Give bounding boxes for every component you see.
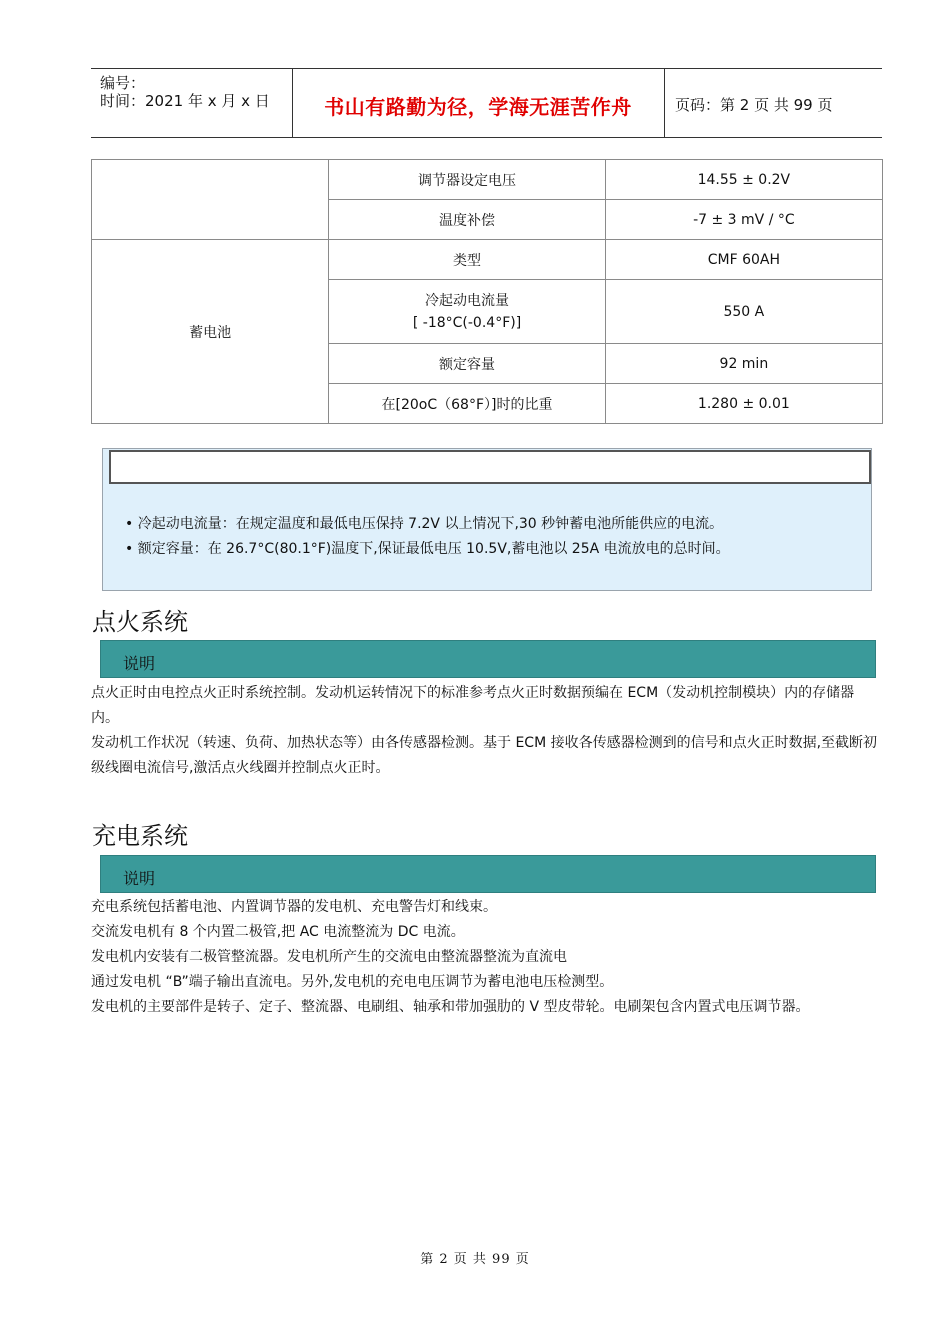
section-bar-label: 说明 <box>123 869 156 888</box>
header-motto-cell <box>292 69 665 137</box>
page-footer: 第 2 页 共 99 页 <box>420 1252 530 1267</box>
section-title-charging: 充电系统 <box>92 822 188 850</box>
note-list <box>125 512 730 562</box>
table-group-cell <box>92 160 329 240</box>
table-row <box>92 240 883 280</box>
spec-table <box>91 159 883 424</box>
table-value-cell: 550 A <box>605 280 882 344</box>
paragraph: 交流发电机有 8 个内置二极管,把 AC 电流整流为 DC 电流。 <box>91 924 465 940</box>
table-param-cell: 类型 <box>329 240 605 280</box>
param-line-1: 冷起动电流量 <box>425 292 510 309</box>
charging-description <box>91 895 881 1020</box>
note-item: • 额定容量：在 26.7°C(80.1°F)温度下,保证最低电压 10.5V,蓄电池以 25A 电流放电的总时间。 <box>125 541 730 557</box>
paragraph: 发动机工作状况（转速、负荷、加热状态等）由各传感器检测。基于 ECM 接收各传感器检测到的信号和点火正时数据,至截断初级线圈电流信号,激活点火线圈并控制点火正时。 <box>91 735 878 776</box>
table-param-cell <box>329 280 605 344</box>
document-time-label: 时间：2021 年 x 月 x 日 <box>100 92 270 110</box>
table-value-cell: -7 ± 3 mV / °C <box>605 200 882 240</box>
header-page-cell <box>665 69 882 137</box>
section-bar-label: 说明 <box>123 654 156 673</box>
paragraph: 点火正时由电控点火正时系统控制。发动机运转情况下的标准参考点火正时数据预编在 ECM（发动机控制模块）内的存储器内。 <box>91 685 855 726</box>
paragraph: 通过发电机 “B”端子输出直流电。另外,发电机的充电电压调节为蓄电池电压检测型。 <box>91 974 614 990</box>
note-item: • 冷起动电流量：在规定温度和最低电压保持 7.2V 以上情况下,30 秒钟蓄电池所能供应的电流。 <box>125 516 724 532</box>
note-title-bar <box>109 450 871 484</box>
table-value-cell: 14.55 ± 0.2V <box>605 160 882 200</box>
table-param-cell: 额定容量 <box>329 344 605 384</box>
table-row <box>92 160 883 200</box>
section-bar-ignition <box>100 640 876 678</box>
paragraph: 发电机内安装有二极管整流器。发电机所产生的交流电由整流器整流为直流电 <box>91 949 567 965</box>
header-meta-cell <box>91 69 293 137</box>
paragraph: 充电系统包括蓄电池、内置调节器的发电机、充电警告灯和线束。 <box>91 899 497 915</box>
table-param-cell: 在[20oC（68°F）]时的比重 <box>329 384 605 424</box>
table-value-cell: 92 min <box>605 344 882 384</box>
table-param-cell: 调节器设定电压 <box>329 160 605 200</box>
page-header <box>91 68 882 138</box>
header-motto: 书山有路勤为径，学海无涯苦作舟 <box>324 95 632 119</box>
table-group-battery: 蓄电池 <box>92 240 329 424</box>
table-param-cell: 温度补偿 <box>329 200 605 240</box>
table-value-cell: CMF 60AH <box>605 240 882 280</box>
ignition-description <box>91 681 881 781</box>
paragraph: 发电机的主要部件是转子、定子、整流器、电刷组、轴承和带加强肋的 V 型皮带轮。电刷架包含内置式电压调节器。 <box>91 999 810 1015</box>
section-bar-charging <box>100 855 876 893</box>
table-value-cell: 1.280 ± 0.01 <box>605 384 882 424</box>
param-line-2: [ -18°C(-0.4°F)] <box>412 314 522 331</box>
note-box <box>102 448 872 591</box>
header-page-label: 页码：第 2 页 共 99 页 <box>675 96 833 114</box>
section-title-ignition: 点火系统 <box>92 608 188 636</box>
document-number-label: 编号： <box>100 74 146 92</box>
